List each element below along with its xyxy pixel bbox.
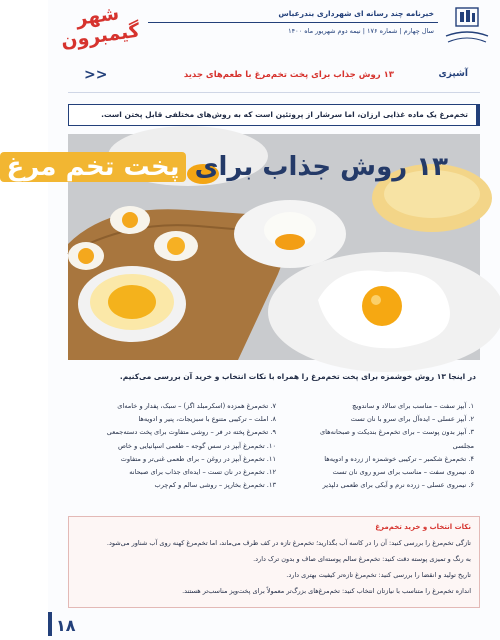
tips-line: به رنگ و تمیزی پوسته دقت کنید: تخم‌مرغ سالم پوسته‌ای صاف و بدون ترک دارد. <box>253 555 471 563</box>
list-item: ۲. آبپز عسلی – ایده‌آل برای سرو با نان تست <box>350 415 474 424</box>
list-item: ۱۰. تخم‌مرغ آبپز در سس گوجه – طعمی اسپانیایی و خاص <box>117 441 276 450</box>
list-item: ۷. تخم‌مرغ همزده (اسکرمبلد اگز) – سبک، پفدار و خامه‌ای <box>117 402 276 410</box>
list-item: ۱۲. تخم‌مرغ در نان تست – ایده‌ای جذاب برای صبحانه <box>129 468 276 477</box>
article-title: ۱۳ روش جذاب برای پخت تخم‌مرغ با طعم‌های جدید <box>183 70 394 80</box>
tips-title: نکات انتخاب و خرید تخم‌مرغ <box>375 523 471 531</box>
hero-title-highlight: پخت تخم مرغ <box>0 152 185 182</box>
tips-line: تاریخ تولید و انقضا را بررسی کنید: تخم‌مرغ تازه‌تر کیفیت بهتری دارد. <box>286 571 471 579</box>
list-item: ۱۳. تخم‌مرغ بخارپز – روشی سالم و کم‌چرب <box>154 481 276 490</box>
methods-list <box>68 400 480 506</box>
list-item: ۳. آبپز بدون پوست – برای تخم‌مرغ بندیکت و صبحانه‌های <box>319 428 474 437</box>
hero-title-text: ۱۳ روش جذاب برای <box>194 152 448 182</box>
masthead-title: شهر گیمبرون <box>59 2 142 53</box>
tips-box <box>68 516 480 608</box>
methods-column-left <box>76 400 276 492</box>
methods-column-right <box>274 400 474 492</box>
lead-box <box>68 104 480 126</box>
tips-line: اندازه تخم‌مرغ را متناسب با نیازتان انتخاب کنید: تخم‌مرغ‌های بزرگ‌تر معمولاً برای پخت‌وپز مناسب‌تر هستند. <box>182 587 471 595</box>
masthead <box>50 2 146 54</box>
publication-name: خبرنامه چند رسانه ای شهرداری بندرعباس <box>278 9 434 18</box>
hero-title <box>0 152 448 182</box>
page-number: ۱۸ <box>56 616 76 635</box>
list-item: ۱. آبپز سفت – مناسب برای سالاد و ساندویچ <box>352 402 474 410</box>
municipality-logo-icon <box>442 6 492 46</box>
section-band <box>68 66 480 86</box>
intro-paragraph: در اینجا ۱۳ روش خوشمزه برای پخت تخم‌مرغ را همراه با نکات انتخاب و خرید آن بررسی می‌کنیم. <box>119 372 476 381</box>
page-edge-mark <box>48 612 52 636</box>
list-item: ۴. تخم‌مرغ شکمبر – ترکیبی خوشمزه از زرده و ادویه‌ها <box>324 454 474 463</box>
section-label: آشپزی <box>438 69 468 79</box>
lead-text: تخم‌مرغ یک ماده غذایی ارزان، اما سرشار از پروتئین است که به روش‌های مختلفی قابل پختن است. <box>101 110 468 119</box>
list-item: ۶. نیمروی عسلی – زرده نرم و آبکی برای طعمی دلپذیر <box>322 481 474 490</box>
issue-info: سال چهارم | شماره ۱۷۶ | نیمه دوم شهریور ماه ۱۴۰۰ <box>288 27 434 35</box>
section-divider <box>68 92 480 93</box>
double-arrow-icon: >> <box>84 67 108 83</box>
header-divider <box>148 22 438 23</box>
list-item: ۹. تخم‌مرغ پخته در فر – روشی متفاوت برای پخت دسته‌جمعی <box>106 428 276 437</box>
list-item: ۵. نیمروی سفت – مناسب برای سرو روی نان تست <box>332 468 474 477</box>
page-header <box>48 0 500 52</box>
list-item: ۸. املت – ترکیبی متنوع با سبزیجات، پنیر و ادویه‌ها <box>138 415 276 424</box>
tips-line: تازگی تخم‌مرغ را بررسی کنید: آن را در کاسه آب بگذارید؛ تخم‌مرغ تازه در کف ظرف می‌ماند، اما تخم‌مرغ کهنه روی آب شناور می‌شود. <box>106 539 471 547</box>
hero-image <box>6 134 480 360</box>
list-item: ۱۱. تخم‌مرغ آبپز در روغن – برای طعمی غنی‌تر و متفاوت <box>120 454 276 463</box>
list-item: مجلسی <box>452 441 474 450</box>
magazine-page <box>6 0 500 640</box>
